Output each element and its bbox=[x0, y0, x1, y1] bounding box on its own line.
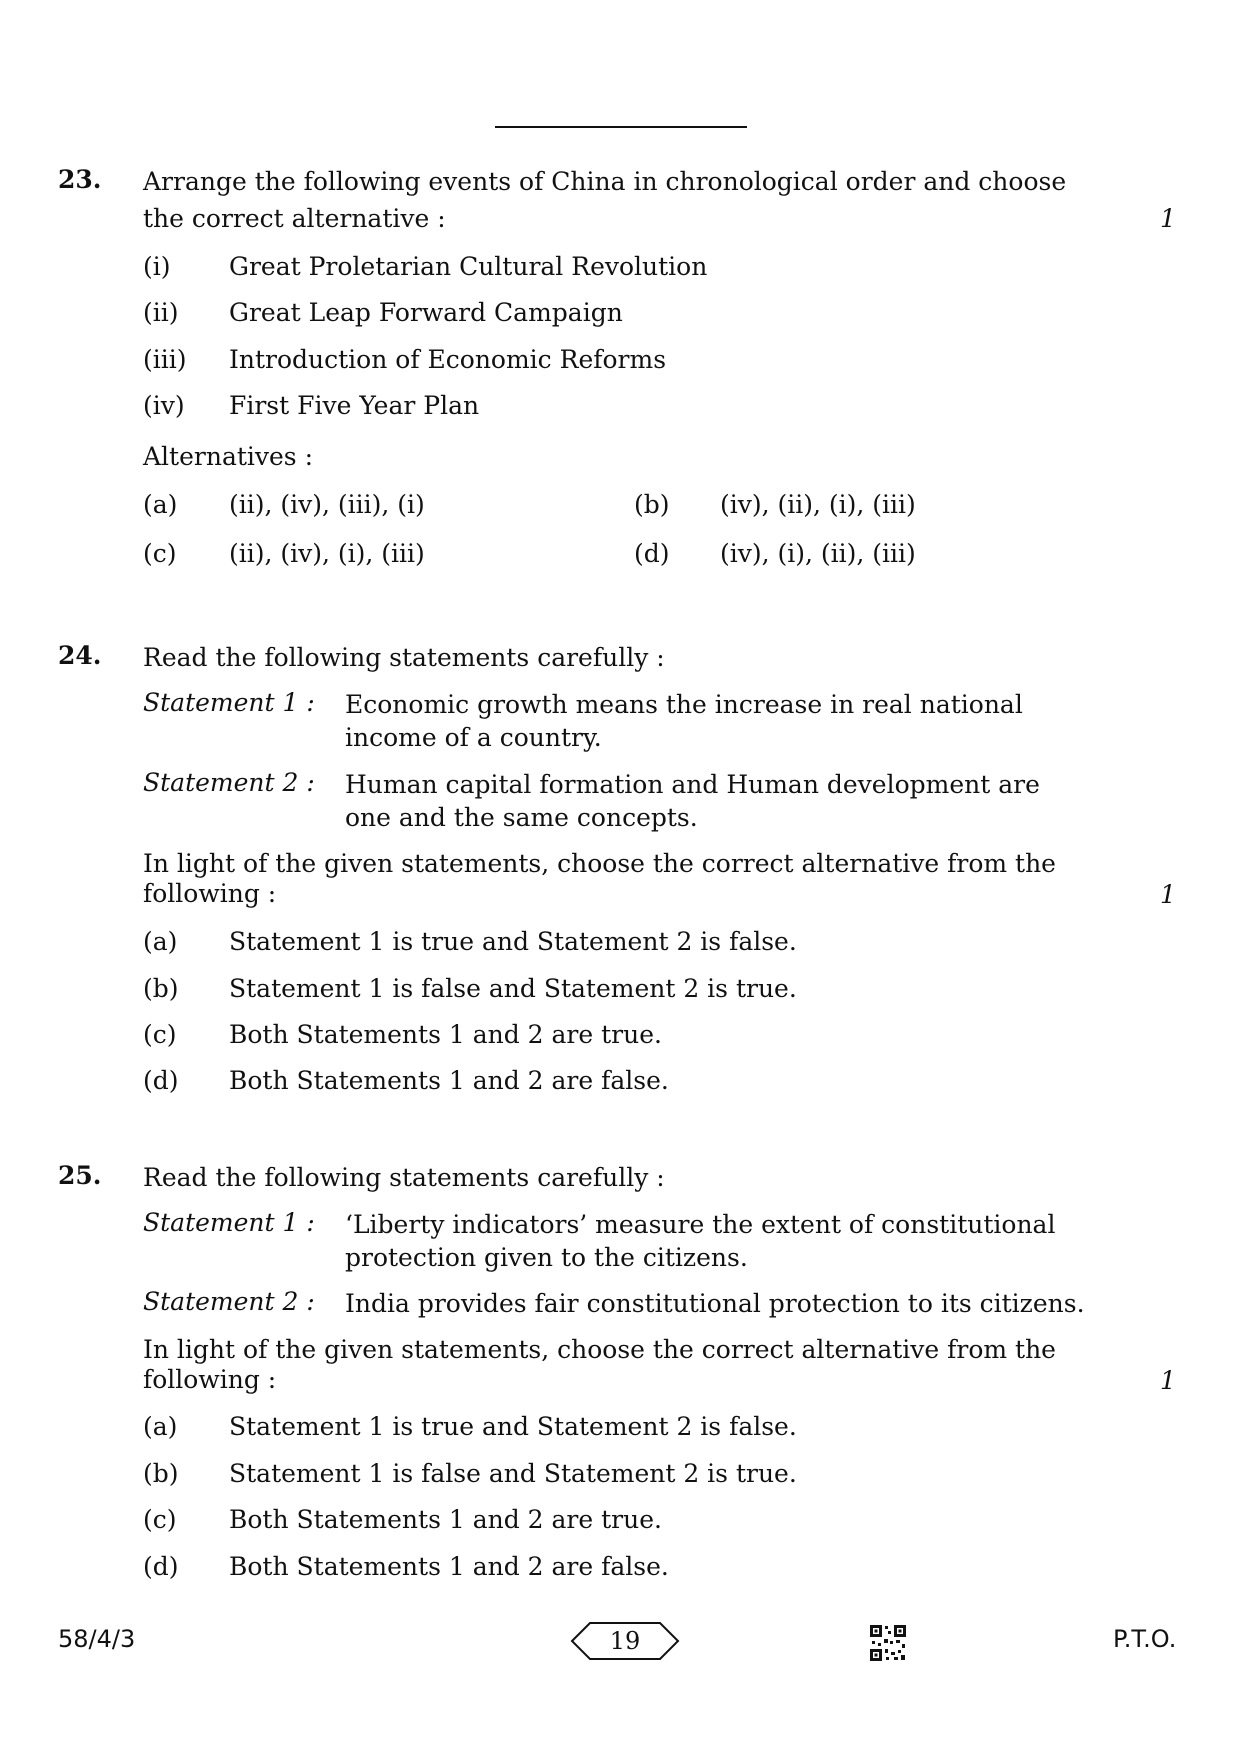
q25-statement2-line1: India provides fair constitutional protection to its citizens. bbox=[345, 1289, 1085, 1318]
q24-marks: 1 bbox=[1160, 880, 1176, 909]
q23-alt-label: (b) bbox=[634, 490, 670, 519]
q24-intro: Read the following statements carefully : bbox=[143, 643, 665, 672]
q25-option-label: (d) bbox=[143, 1552, 179, 1581]
q25-statement1-line2: protection given to the citizens. bbox=[345, 1243, 748, 1272]
q24-statement1-label: Statement 1 : bbox=[143, 688, 315, 717]
q23-item-label: (i) bbox=[143, 252, 171, 281]
q23-alt-text: (ii), (iv), (iii), (i) bbox=[229, 490, 425, 519]
q23-item-text: Great Leap Forward Campaign bbox=[229, 298, 623, 327]
q25-prompt-line2: following : bbox=[143, 1365, 277, 1394]
q24-option-label: (c) bbox=[143, 1020, 177, 1049]
q25-option-text: Statement 1 is true and Statement 2 is false. bbox=[229, 1412, 797, 1441]
q23-alt-text: (iv), (ii), (i), (iii) bbox=[720, 490, 916, 519]
paper-code: 58/4/3 bbox=[58, 1625, 136, 1653]
q24-statement2-line2: one and the same concepts. bbox=[345, 803, 698, 832]
q24-option-label: (a) bbox=[143, 927, 178, 956]
pto-label: P.T.O. bbox=[1113, 1625, 1177, 1653]
q24-statement2-line1: Human capital formation and Human development are bbox=[345, 770, 1040, 799]
q23-alt-text: (ii), (iv), (i), (iii) bbox=[229, 539, 425, 568]
q25-prompt-line1: In light of the given statements, choose the correct alternative from the bbox=[143, 1335, 1056, 1364]
q23-item-label: (ii) bbox=[143, 298, 179, 327]
q25-statement2-label: Statement 2 : bbox=[143, 1287, 315, 1316]
q25-marks: 1 bbox=[1160, 1366, 1176, 1395]
q24-statement1-line1: Economic growth means the increase in real national bbox=[345, 690, 1023, 719]
q25-option-label: (a) bbox=[143, 1412, 178, 1441]
q25-option-text: Both Statements 1 and 2 are false. bbox=[229, 1552, 669, 1581]
q23-item-label: (iv) bbox=[143, 391, 185, 420]
q23-number: 23. bbox=[58, 165, 102, 194]
q24-number: 24. bbox=[58, 641, 102, 670]
q24-prompt-line1: In light of the given statements, choose the correct alternative from the bbox=[143, 849, 1056, 878]
q23-stem-line1: Arrange the following events of China in chronological order and choose bbox=[143, 167, 1067, 196]
q25-option-label: (b) bbox=[143, 1459, 179, 1488]
q23-item-text: Introduction of Economic Reforms bbox=[229, 345, 667, 374]
q23-marks: 1 bbox=[1160, 204, 1176, 233]
q24-option-text: Statement 1 is true and Statement 2 is false. bbox=[229, 927, 797, 956]
q25-intro: Read the following statements carefully : bbox=[143, 1163, 665, 1192]
q23-alt-text: (iv), (i), (ii), (iii) bbox=[720, 539, 916, 568]
q25-option-label: (c) bbox=[143, 1505, 177, 1534]
q24-option-label: (b) bbox=[143, 974, 179, 1003]
q23-stem-line2: the correct alternative : bbox=[143, 204, 446, 233]
q23-alternatives-heading: Alternatives : bbox=[143, 442, 314, 471]
q24-statement2-label: Statement 2 : bbox=[143, 768, 315, 797]
page-number: 19 bbox=[609, 1627, 641, 1655]
q24-option-text: Both Statements 1 and 2 are true. bbox=[229, 1020, 662, 1049]
top-divider bbox=[495, 126, 747, 128]
q24-option-label: (d) bbox=[143, 1066, 179, 1095]
q25-statement1-line1: ‘Liberty indicators’ measure the extent of constitutional bbox=[345, 1210, 1056, 1239]
q23-item-label: (iii) bbox=[143, 345, 187, 374]
q23-alt-label: (a) bbox=[143, 490, 178, 519]
q24-option-text: Statement 1 is false and Statement 2 is true. bbox=[229, 974, 797, 1003]
q23-item-text: Great Proletarian Cultural Revolution bbox=[229, 252, 708, 281]
q24-statement1-line2: income of a country. bbox=[345, 723, 602, 752]
q24-option-text: Both Statements 1 and 2 are false. bbox=[229, 1066, 669, 1095]
q25-option-text: Both Statements 1 and 2 are true. bbox=[229, 1505, 662, 1534]
qr-code-icon bbox=[870, 1625, 906, 1661]
q25-option-text: Statement 1 is false and Statement 2 is true. bbox=[229, 1459, 797, 1488]
q23-alt-label: (c) bbox=[143, 539, 177, 568]
q25-statement1-label: Statement 1 : bbox=[143, 1208, 315, 1237]
q24-prompt-line2: following : bbox=[143, 879, 277, 908]
page-number-badge bbox=[570, 1621, 680, 1661]
q23-item-text: First Five Year Plan bbox=[229, 391, 480, 420]
q25-number: 25. bbox=[58, 1161, 102, 1190]
q23-alt-label: (d) bbox=[634, 539, 670, 568]
